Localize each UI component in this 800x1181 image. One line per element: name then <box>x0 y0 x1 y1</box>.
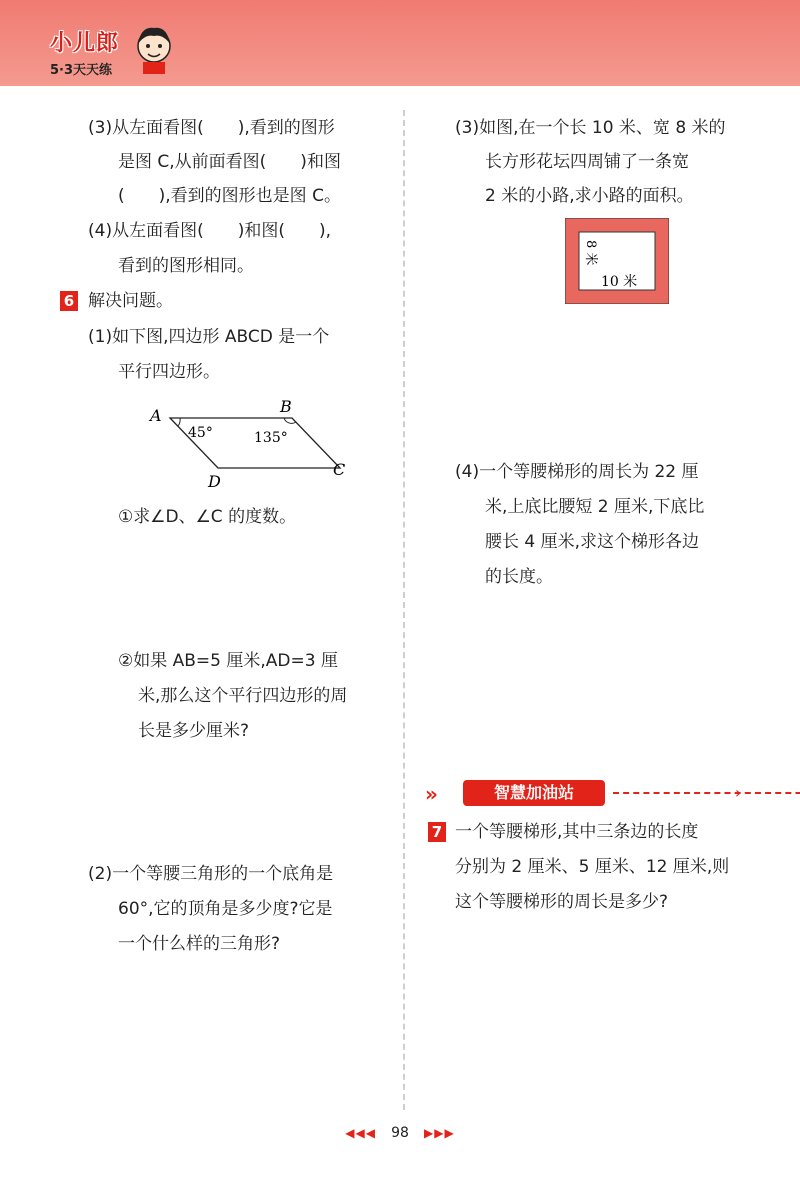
brand-name: 小儿郎 <box>50 31 120 56</box>
p4-line-2: 米,上底比腰短 2 厘米,下底比 <box>485 497 705 517</box>
dashed-rule <box>613 792 800 794</box>
vertex-c-label: C <box>333 460 346 479</box>
p3-line-3: 2 米的小路,求小路的面积。 <box>485 186 694 206</box>
p4-line-3: 腰长 4 厘米,求这个梯形各边 <box>485 532 700 552</box>
p1-line-1: (1)如下图,四边形 ABCD 是一个 <box>88 327 330 347</box>
q3-line-1: (3)从左面看图( ),看到的图形 <box>88 118 335 138</box>
angle-b-label: 135° <box>254 430 288 446</box>
p1-line-2: 平行四边形。 <box>118 362 220 382</box>
q3-line-2: 是图 C,从前面看图( )和图 <box>118 152 341 172</box>
prev-marks-icon: ◀◀◀ <box>345 1125 376 1140</box>
arrow-right-icon: › <box>735 783 742 802</box>
double-arrow-icon: » <box>425 782 438 806</box>
q7-line-3: 这个等腰梯形的周长是多少? <box>455 892 669 912</box>
p1-sub-2-line-3: 长是多少厘米? <box>138 721 250 741</box>
column-divider <box>403 110 405 1110</box>
angle-a-label: 45° <box>188 425 213 441</box>
next-marks-icon: ▶▶▶ <box>424 1125 455 1140</box>
p1-sub-2-line-1: ②如果 AB=5 厘米,AD=3 厘 <box>118 651 338 671</box>
section-7-badge: 7 <box>428 822 446 842</box>
p1-sub-2-line-2: 米,那么这个平行四边形的周 <box>138 686 348 706</box>
p2-line-2: 60°,它的顶角是多少度?它是 <box>118 899 333 919</box>
q4-line-2: 看到的图形相同。 <box>118 256 254 276</box>
flowerbed-figure <box>565 218 669 304</box>
section-6-badge: 6 <box>60 291 78 311</box>
vertex-d-label: D <box>208 472 221 490</box>
q4-line-1: (4)从左面看图( )和图( ), <box>88 221 332 241</box>
rect-height-label: 8 米 <box>583 240 598 266</box>
mascot-icon <box>133 24 175 76</box>
q7-line-2: 分别为 2 厘米、5 厘米、12 厘米,则 <box>455 857 730 877</box>
p1-sub-1: ①求∠D、∠C 的度数。 <box>118 507 297 527</box>
p4-line-4: 的长度。 <box>485 567 553 587</box>
rect-width-label: 10 米 <box>601 274 638 290</box>
section-6-title: 解决问题。 <box>88 291 173 311</box>
header-band <box>0 0 800 86</box>
bonus-section-title: 智慧加油站 <box>463 780 605 806</box>
brand-logo <box>50 26 119 78</box>
parallelogram-figure <box>140 395 355 490</box>
vertex-a-label: A <box>150 406 162 425</box>
p3-line-1: (3)如图,在一个长 10 米、宽 8 米的 <box>455 118 726 138</box>
p4-line-1: (4)一个等腰梯形的周长为 22 厘 <box>455 462 699 482</box>
brand-subtitle: 5·3天天练 <box>50 63 113 78</box>
q3-line-3: ( ),看到的图形也是图 C。 <box>118 186 341 206</box>
q7-line-1: 一个等腰梯形,其中三条边的长度 <box>455 822 699 842</box>
page-number: 98 <box>391 1124 409 1141</box>
p3-line-2: 长方形花坛四周铺了一条宽 <box>485 152 689 172</box>
page-footer <box>0 1122 800 1141</box>
vertex-b-label: B <box>280 397 292 416</box>
p2-line-3: 一个什么样的三角形? <box>118 934 281 954</box>
p2-line-1: (2)一个等腰三角形的一个底角是 <box>88 864 334 884</box>
